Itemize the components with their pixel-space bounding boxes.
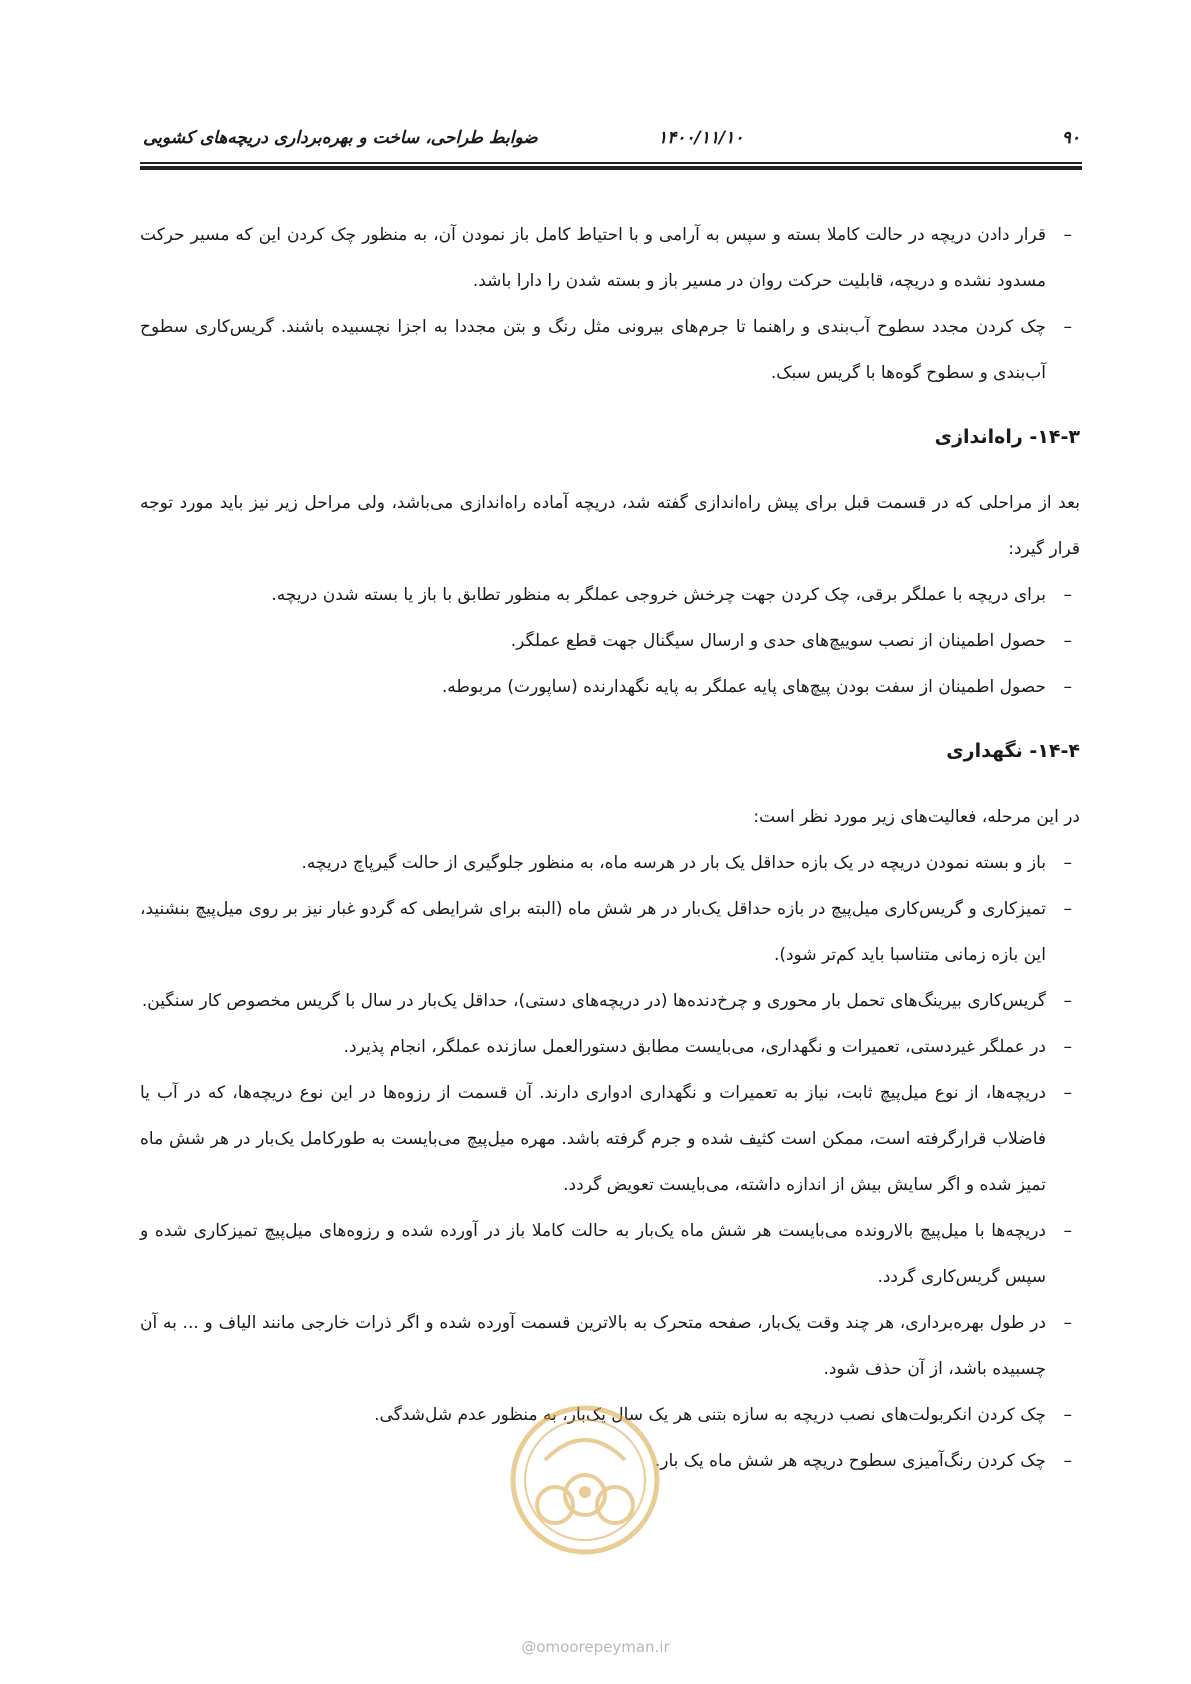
list-item-text: دریچه‌ها با میل‌پیچ بالارونده می‌بایست هر شش ماه یک‌بار به حالت کاملا باز در آورده شده و رزوه‌های میل‌پیچ تمیزکاری شده و سپس گریس‌کاری گردد. [140,1221,1046,1287]
list-dash-marker: – [1063,1451,1072,1471]
list-dash-marker: – [1063,899,1072,919]
list-item-text: قرار دادن دریچه در حالت کاملا بسته و سپس به آرامی و با احتیاط کامل باز نمودن آن، به منظور چک کردن این که مسیر حرکت مسدود نشده و دریچه، قابلیت حرکت روان در مسیر باز و بسته شدن را دارا باشد. [140,225,1046,291]
intro-list [140,212,1080,396]
list-item [140,212,1080,304]
list-item [140,572,1080,618]
list-item-text: باز و بسته نمودن دریچه در یک بازه حداقل یک بار در هرسه ماه، به منظور جلوگیری از حالت گیرپاچ دریچه. [301,853,1046,873]
list-item-text: گریس‌کاری بیرینگ‌های تحمل بار محوری و چرخ‌دنده‌ها (در دریچه‌های دستی)، حداقل یک‌بار در سال با گریس مخصوص کار سنگین. [141,991,1046,1011]
list-dash-marker: – [1063,1221,1072,1241]
list-item [140,978,1080,1024]
section-heading-startup: ۱۴-۳- راه‌اندازی [934,426,1080,448]
list-dash-marker: – [1063,991,1072,1011]
list-item-text: چک کردن مجدد سطوح آب‌بندی و راهنما تا جرم‌های بیرونی مثل رنگ و بتن مجددا به اجزا نچسبیده باشند. گریس‌کاری سطوح آب‌بندی و سطوح گوه‌ها با گریس سبک. [140,317,1046,383]
header-title: ضوابط طراحی، ساخت و بهره‌برداری دریچه‌های کشویی [143,128,538,148]
list-item-text: چک کردن رنگ‌آمیزی سطوح دریچه هر شش ماه یک بار. [654,1451,1046,1471]
list-dash-marker: – [1063,1313,1072,1333]
list-dash-marker: – [1063,317,1072,337]
list-item-text: برای دریچه با عملگر برقی، چک کردن جهت چرخش خروجی عملگر به منظور تطابق با باز یا بسته شدن دریچه. [271,585,1046,605]
list-item-text: حصول اطمینان از نصب سوییچ‌های حدی و ارسال سیگنال جهت قطع عملگر. [510,631,1046,651]
header-date: ۱۴۰۰/۱۱/۱۰ [658,128,744,148]
header-rule-thin [140,162,1082,164]
list-item [140,1300,1080,1392]
page-body [140,212,1080,1484]
list-item [140,304,1080,396]
list-dash-marker: – [1063,677,1072,697]
seal-logo [505,1400,665,1560]
list-item [140,1024,1080,1070]
list-dash-marker: – [1063,1037,1072,1057]
page-number: ۹۰ [1061,128,1080,148]
list-dash-marker: – [1063,1083,1072,1103]
section-heading-maintenance: ۱۴-۴- نگهداری [946,740,1080,762]
maintenance-list [140,840,1080,1484]
list-item-text: حصول اطمینان از سفت بودن پیچ‌های پایه عملگر به پایه نگهدارنده (ساپورت) مربوطه. [441,677,1046,697]
list-item [140,618,1080,664]
startup-list [140,572,1080,710]
list-dash-marker: – [1063,585,1072,605]
list-item [140,1070,1080,1208]
list-dash-marker: – [1063,631,1072,651]
list-dash-marker: – [1063,1405,1072,1425]
list-item-text: در طول بهره‌برداری، هر چند وقت یک‌بار، صفحه متحرک به بالاترین قسمت آورده شده و اگر ذرات خارجی مانند الیاف و ... به آن چسبیده باشد، از آن حذف شود. [140,1313,1046,1379]
list-item [140,1208,1080,1300]
header-rule-thick [140,166,1082,170]
list-item-text: چک کردن انکربولت‌های نصب دریچه به سازه بتنی هر یک سال یک‌بار، به منظور عدم شل‌شدگی. [374,1405,1046,1425]
list-item [140,664,1080,710]
list-item [140,840,1080,886]
list-item-text: تمیزکاری و گریس‌کاری میل‌پیچ در بازه حداقل یک‌بار در هر شش ماه (البته برای شرایطی که گردو غبار نیز بر روی میل‌پیچ بنشنید، این بازه زمانی متناسبا باید کم‌تر شود). [140,899,1046,965]
list-item [140,886,1080,978]
watermark-url: @omoorepeyman.ir [521,1638,670,1656]
list-dash-marker: – [1063,225,1072,245]
list-item-text: در عملگر غیردستی، تعمیرات و نگهداری، می‌بایست مطابق دستورالعمل سازنده عملگر، انجام پذیرد. [343,1037,1046,1057]
list-item-text: دریچه‌ها، از نوع میل‌پیچ ثابت، نیاز به تعمیرات و نگهداری ادواری دارند. آن قسمت از رزوه‌ها در این نوع دریچه‌ها، که در آب یا فاضلاب قرارگرفته است، ممکن است کثیف شده و جرم گرفته باشد. مهره میل‌پیچ می‌بایست به طورکامل یک‌بار در هر شش ماه تمیز شده و اگر سایش بیش از اندازه داشته، می‌بایست تعویض گردد. [140,1083,1046,1195]
running-header [143,128,1080,148]
list-dash-marker: – [1063,853,1072,873]
section-paragraph-maintenance: در این مرحله، فعالیت‌های زیر مورد نظر است: [753,807,1080,827]
section-paragraph-startup: بعد از مراحلی که در قسمت قبل برای پیش راه‌اندازی گفته شد، دریچه آماده راه‌اندازی می‌باشد، ولی مراحل زیر نیز باید مورد توجه قرار گیرد: [140,493,1080,559]
